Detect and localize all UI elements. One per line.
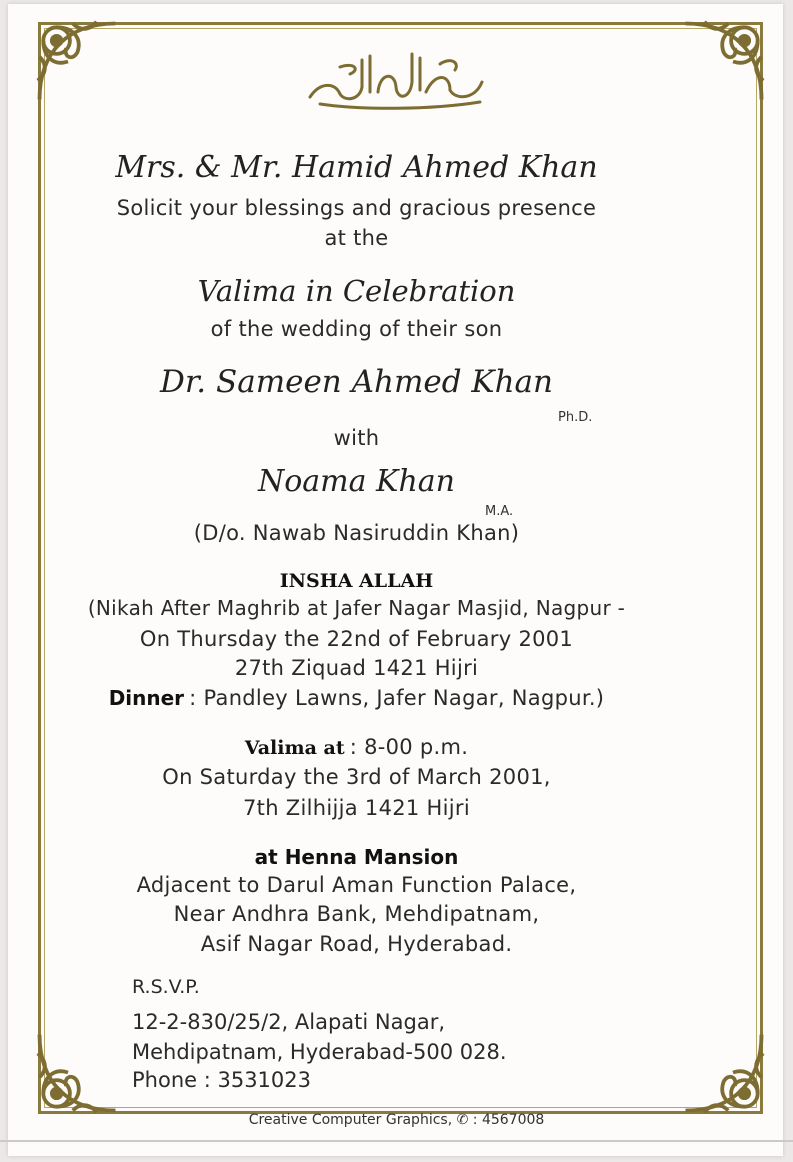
solicit-line: Solicit your blessings and gracious presence [116, 196, 597, 220]
venue-line-1: Adjacent to Darul Aman Function Palace, [136, 873, 577, 897]
rsvp-address-2: Mehdipatnam, Hyderabad-500 028. [132, 1040, 507, 1064]
venue-line-3: Asif Nagar Road, Hyderabad. [200, 932, 513, 956]
valima-date: On Saturday the 3rd of March 2001, [162, 765, 551, 789]
valima-time: : 8-00 p.m. [349, 735, 469, 759]
dinner-line [0, 686, 713, 710]
groom-degree: Ph.D. [558, 410, 593, 425]
solicit-line-2: at the [324, 226, 389, 250]
corner-ornament-icon [676, 14, 771, 109]
bride-degree: M.A. [485, 504, 514, 519]
rsvp-label: R.S.V.P. [132, 976, 200, 998]
dinner-value: : Pandley Lawns, Jafer Nagar, Nagpur.) [189, 686, 605, 710]
with-text: with [333, 426, 380, 450]
corner-ornament-icon [30, 14, 125, 109]
bride-name: Noama Khan [257, 464, 455, 499]
nikah-line-3: 27th Ziquad 1421 Hijri [234, 656, 479, 680]
hosts-name: Mrs. & Mr. Hamid Ahmed Khan [115, 150, 598, 185]
groom-name: Dr. Sameen Ahmed Khan [160, 364, 553, 400]
valima-label: Valima at [244, 737, 345, 759]
page-edge [0, 1140, 793, 1142]
venue-line-2: Near Andhra Bank, Mehdipatnam, [173, 902, 540, 926]
corner-ornament-icon [676, 1025, 771, 1120]
event-title: Valima in Celebration [197, 274, 516, 308]
rsvp-address-1: 12-2-830/25/2, Alapati Nagar, [132, 1010, 446, 1034]
rsvp-phone: Phone : 3531023 [132, 1068, 312, 1092]
venue-title: at Henna Mansion [254, 845, 459, 869]
occasion-line: of the wedding of their son [210, 317, 503, 341]
insha-allah-heading: INSHA ALLAH [279, 570, 434, 592]
corner-ornament-icon [30, 1025, 125, 1120]
bride-parent: (D/o. Nawab Nasiruddin Khan) [193, 521, 520, 545]
valima-hijri: 7th Zilhijja 1421 Hijri [243, 796, 470, 820]
bismillah-calligraphy-icon [300, 42, 492, 112]
printer-credit: Creative Computer Graphics, ✆ : 4567008 [248, 1112, 545, 1128]
nikah-line-1: (Nikah After Maghrib at Jafer Nagar Masjid, Nagpur - [87, 596, 626, 620]
nikah-line-2: On Thursday the 22nd of February 2001 [139, 627, 574, 651]
valima-time-line [0, 735, 713, 759]
dinner-label: Dinner [108, 686, 185, 710]
